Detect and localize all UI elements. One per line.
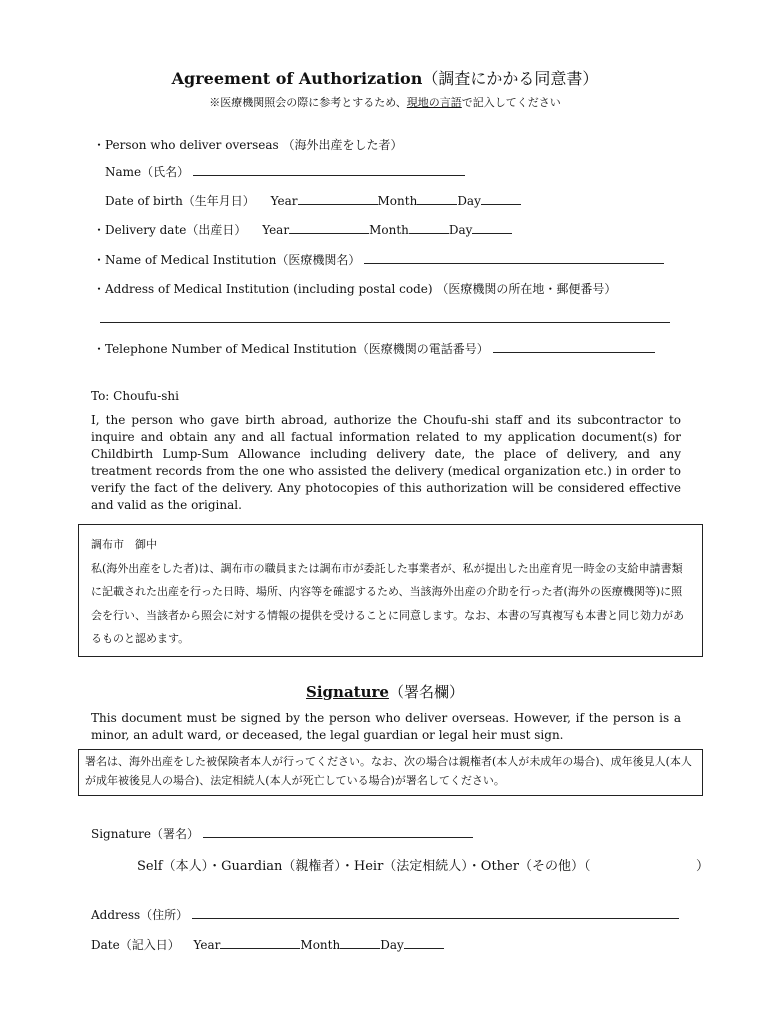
sig-day-label: Day [380,938,404,952]
subtitle-text: ※医療機関照会の際に参考とするため、 [209,96,407,109]
signature-heading [0,681,770,702]
subtitle-underlined: 現地の言語 [406,96,462,109]
title-ja: （調査にかかる同意書） [422,69,599,88]
signer-address-row [91,906,679,923]
delivery-month-field[interactable] [409,221,449,234]
dob-year-field[interactable] [298,192,378,205]
authorization-ja [79,525,702,659]
delivery-label: ・Delivery date（出産日） [93,223,247,237]
dob-year-label: Year [270,194,298,208]
institution-label: ・Name of Medical Institution（医療機関名） [93,253,361,267]
authorization-box-ja [78,524,703,657]
signature-note-en: This document must be signed by the person who deliver overseas. However, if the person is a minor, an adult ward, or deceased, the legal guardian or legal heir must sign. [91,711,681,742]
subtitle-text-end: で記入してください [461,96,561,109]
phone-row [93,340,655,357]
signer-address-field[interactable] [192,906,679,919]
signature-date-label: Date（記入日） [91,938,180,952]
sig-year-label: Year [193,938,221,952]
signature-heading-ja: （署名欄） [388,683,464,701]
sig-year-field[interactable] [220,936,300,949]
authorization-ja-to: 調布市 御中 [91,538,157,551]
document-title [0,66,770,89]
signer-address-label: Address（住所） [91,908,189,922]
signature-field[interactable] [203,825,473,838]
signer-role-options[interactable]: Self（本人）・Guardian（親権者）・Heir（法定相続人）・Other（その他）（ [137,859,591,874]
signature-heading-en: Signature [306,683,389,701]
signer-role-row [137,855,590,874]
name-field[interactable] [193,163,465,176]
sig-month-label: Month [300,938,341,952]
signer-role-close: ） [696,859,710,874]
recipient-line: To: Choufu-shi [91,389,179,403]
address-label: ・Address of Medical Institution (including postal code) （医療機関の所在地・郵便番号） [93,282,617,296]
signature-row [91,825,473,842]
signature-date-row [91,936,444,953]
delivery-month-label: Month [369,223,409,237]
institution-row [93,251,664,268]
name-label: Name（氏名） [105,165,190,179]
sig-day-field[interactable] [404,936,444,949]
title-en: Agreement of Authorization [171,69,423,88]
dob-label: Date of birth（生年月日） [105,194,255,208]
dob-month-field[interactable] [417,192,457,205]
delivery-day-field[interactable] [472,221,512,234]
delivery-year-field[interactable] [289,221,369,234]
address-field[interactable] [100,322,670,323]
phone-field[interactable] [493,340,655,353]
delivery-row [93,221,512,238]
delivery-year-label: Year [262,223,290,237]
sig-month-field[interactable] [340,936,380,949]
name-row [105,163,465,180]
dob-day-label: Day [457,194,481,208]
authorization-body-ja: 私(海外出産をした者)は、調布市の職員または調布市が委託した事業者が、私が提出した出産育児一時金の支給申請書類に記載された出産を行った日時、場所、内容等を確認するため、当該海外出産の介助を行った者(海外の医療機関等)に照会を行い、当該者から照会に対する情報の提供を受けることに同意します。なお、本書の写真複写も本書と同じ効力があるものと認めます。 [91,561,685,645]
signature-label: Signature（署名） [91,827,200,841]
person-label: ・Person who deliver overseas （海外出産をした者） [93,138,403,152]
delivery-day-label: Day [448,223,473,237]
dob-day-field[interactable] [481,192,521,205]
signature-note-ja: 署名は、海外出産をした被保険者本人が行ってください。なお、次の場合は親権者(本人が未成年の場合)、成年後見人(本人が成年被後見人の場合)、法定相続人(本人が死亡している場合)が署名してください。 [85,755,692,787]
dob-row [105,192,521,209]
document-subtitle [0,94,770,110]
signature-note-box [78,749,703,796]
institution-field[interactable] [364,251,664,264]
phone-label: ・Telephone Number of Medical Institution（医療機関の電話番号） [93,342,489,356]
authorization-body-en: I, the person who gave birth abroad, authorize the Choufu-shi staff and its subcontractor to inquire and obtain any and all factual information related to my application document(s) for Childbirth Lump-Sum Allowance including delivery date, the place of delivery, and any treatment records from the one who assisted the delivery (medical organization etc.) in order to verify the fact of the delivery. Any photocopies of this authorization will be considered effective and valid as the original. [91,413,681,512]
dob-month-label: Month [377,194,418,208]
